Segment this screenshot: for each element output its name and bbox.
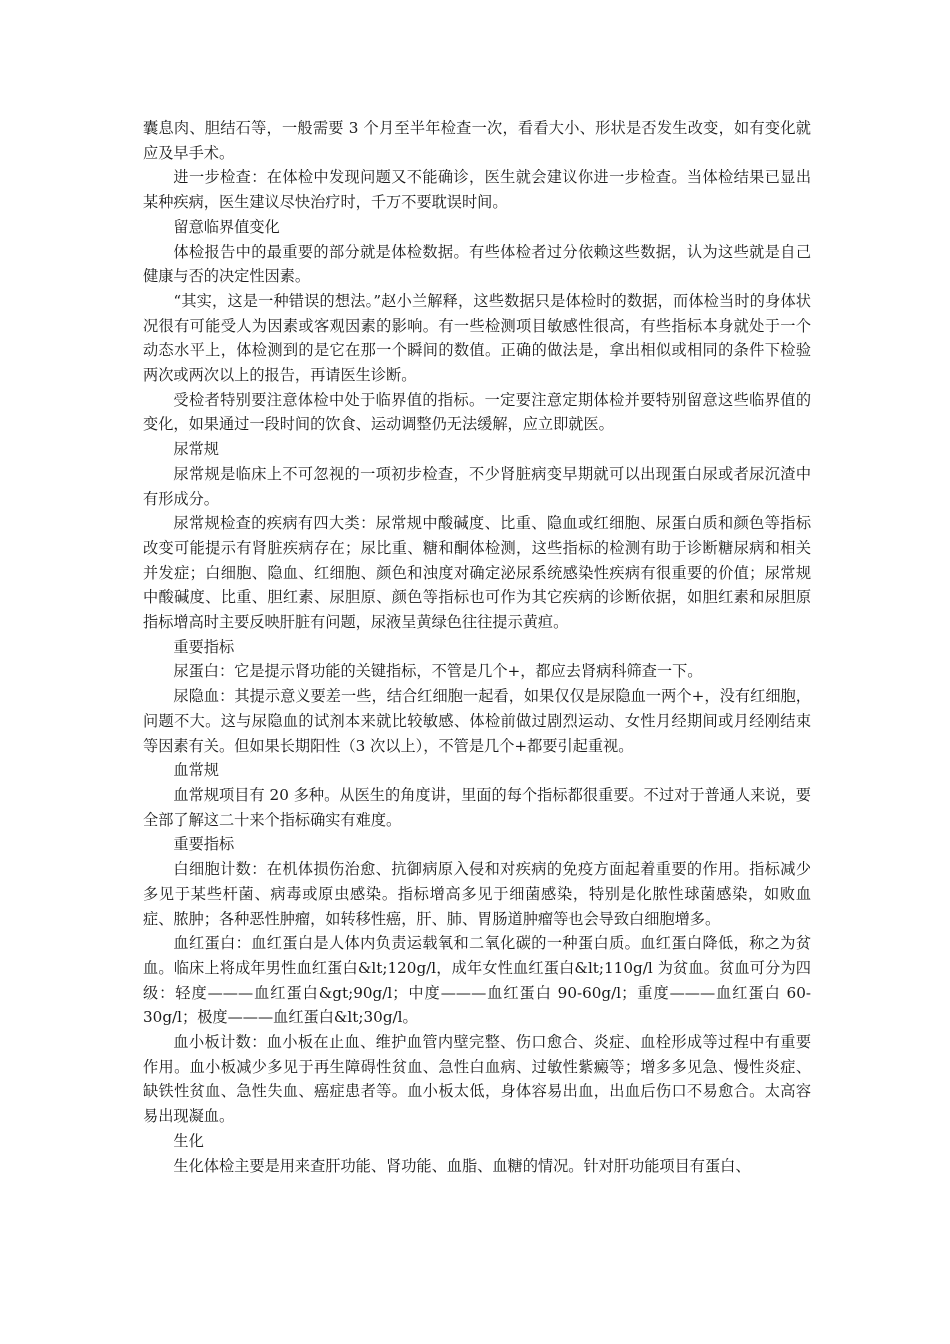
- paragraph: 留意临界值变化: [173, 217, 280, 236]
- paragraph: 囊息肉、胆结石等，一般需要 3 个月至半年检查一次，看看大小、形状是否发生改变，如有变化就应及早手术。: [143, 119, 811, 162]
- paragraph: 重要指标: [173, 637, 235, 656]
- paragraph: 重要指标: [173, 835, 235, 854]
- paragraph: 血常规: [173, 761, 219, 780]
- paragraph: 血红蛋白：血红蛋白是人体内负责运载氧和二氧化碳的一种蛋白质。血红蛋白降低，称之为贫血。临床上将成年男性血红蛋白&lt;120g/l，成年女性血红蛋白&lt;110g/l 为贫血。贫血可分为四级：轻度———血红蛋白&gt;90g/l；中度———血红蛋白 90-60g/l；重度———血红蛋白 60-30g/l；极度———血红蛋白&lt;30g/l。: [143, 934, 811, 1027]
- paragraph: 血小板计数：血小板在止血、维护血管内壁完整、伤口愈合、炎症、血栓形成等过程中有重要作用。血小板减少多见于再生障碍性贫血、急性白血病、过敏性紫癜等；增多多见急、慢性炎症、缺铁性贫血、急性失血、癌症患者等。血小板太低，身体容易出血，出血后伤口不易愈合。太高容易出现凝血。: [143, 1033, 811, 1126]
- paragraph: 白细胞计数：在机体损伤治愈、抗御病原入侵和对疾病的免疫方面起着重要的作用。指标减少多见于某些杆菌、病毒或原虫感染。指标增高多见于细菌感染，特别是化脓性球菌感染，如败血症、脓肿；各种恶性肿瘤，如转移性癌，肝、肺、胃肠道肿瘤等也会导致白细胞增多。: [143, 860, 811, 928]
- paragraph: 受检者特别要注意体检中处于临界值的指标。一定要注意定期体检并要特别留意这些临界值的变化，如果通过一段时间的饮食、运动调整仍无法缓解，应立即就医。: [143, 390, 811, 434]
- paragraph: 血常规项目有 20 多种。从医生的角度讲，里面的每个指标都很重要。不过对于普通人来说，要全部了解这二十来个指标确实有难度。: [143, 785, 811, 829]
- paragraph: 进一步检查：在体检中发现问题又不能确诊，医生就会建议你进一步检查。当体检结果已显出某种疾病，医生建议尽快治疗时，千万不要耽误时间。: [143, 168, 811, 212]
- paragraph: 尿常规是临床上不可忽视的一项初步检查，不少肾脏病变早期就可以出现蛋白尿或者尿沉渣中有形成分。: [143, 464, 811, 508]
- paragraph: “其实，这是一种错误的想法。”赵小兰解释，这些数据只是体检时的数据，而体检当时的身体状况很有可能受人为因素或客观因素的影响。有一些检测项目敏感性很高，有些指标本身就处于一个动态水平上，体检测到的是它在那一个瞬间的数值。正确的做法是，拿出相似或相同的条件下检验两次或两次以上的报告，再请医生诊断。: [143, 291, 811, 385]
- paragraph: 尿蛋白：它是提示肾功能的关键指标，不管是几个+，都应去肾病科筛查一下。: [173, 662, 703, 681]
- paragraph: 生化体检主要是用来查肝功能、肾功能、血脂、血糖的情况。针对肝功能项目有蛋白、: [173, 1156, 751, 1175]
- paragraph: 尿隐血：其提示意义要差一些，结合红细胞一起看，如果仅仅是尿隐血一两个+，没有红细胞，问题不大。这与尿隐血的试剂本来就比较敏感、体检前做过剧烈运动、女性月经期间或月经刚结束等因素有关。但如果长期阳性（3 次以上），不管是几个+都要引起重视。: [143, 687, 811, 755]
- paragraph: 尿常规检查的疾病有四大类：尿常规中酸碱度、比重、隐血或红细胞、尿蛋白质和颜色等指标改变可能提示有肾脏疾病存在；尿比重、糖和酮体检测，这些指标的检测有助于诊断糖尿病和相关并发症；白细胞、隐血、红细胞、颜色和浊度对确定泌尿系统感染性疾病有很重要的价值；尿常规中酸碱度、比重、胆红素、尿胆原、颜色等指标也可作为其它疾病的诊断依据，如胆红素和尿胆原指标增高时主要反映肝脏有问题，尿液呈黄绿色往往提示黄疸。: [143, 514, 811, 632]
- document-body: [143, 116, 811, 1178]
- paragraph: 体检报告中的最重要的部分就是体检数据。有些体检者过分依赖这些数据，认为这些就是自己健康与否的决定性因素。: [143, 242, 811, 286]
- paragraph: 尿常规: [173, 440, 219, 459]
- paragraph: 生化: [173, 1131, 204, 1150]
